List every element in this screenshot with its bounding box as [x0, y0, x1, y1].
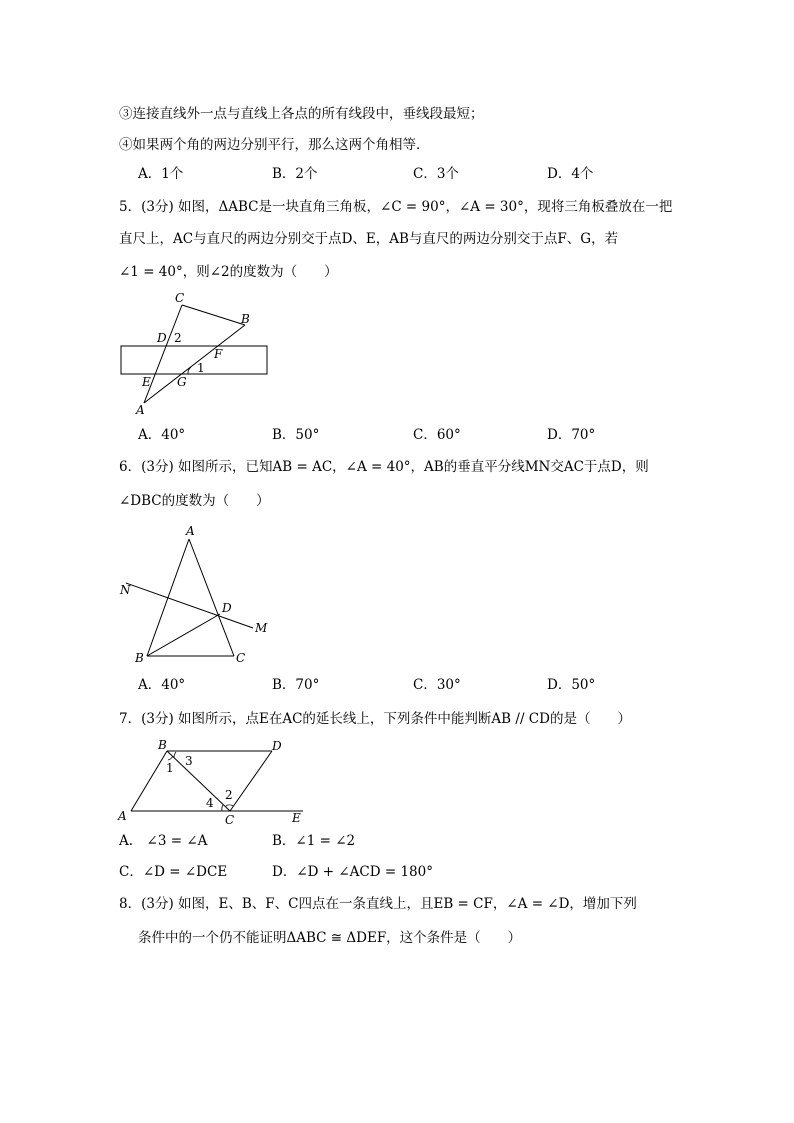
q7-option-a[interactable]: A. ∠3 = ∠A — [119, 833, 208, 849]
label-c: C — [225, 813, 235, 827]
q6-figure — [115, 520, 275, 670]
q7-stem-line1: 7．(3分) 如图所示，点E在AC的延长线上，下列条件中能判断AB // CD的是（ ） — [119, 711, 631, 727]
segment-ab — [131, 751, 167, 811]
q4-option-d[interactable]: D．4个 — [547, 166, 594, 182]
q7-option-c[interactable]: C．∠D = ∠DCE — [119, 864, 228, 880]
q5-stem-line3: ∠1 = 40°，则∠2的度数为（ ） — [119, 264, 338, 280]
q6-stem-line1: 6．(3分) 如图所示，已知AB = AC，∠A = 40°，AB的垂直平分线MN交AC于点D，则 — [119, 459, 649, 475]
q5-stem-line1: 5．(3分) 如图，ΔABC是一块直角三角板，∠C = 90°，∠A = 30°，现将三角板叠放在一把 — [119, 199, 673, 215]
q5-option-d[interactable]: D．70° — [547, 427, 596, 443]
label-c: C — [175, 291, 185, 305]
label-2: 2 — [174, 331, 182, 345]
label-1: 1 — [166, 761, 174, 775]
triangle-side-ac — [189, 539, 234, 656]
q5-option-c[interactable]: C．60° — [413, 427, 461, 443]
label-g: G — [177, 375, 187, 389]
label-a: A — [186, 524, 195, 538]
label-1: 1 — [197, 361, 205, 375]
q6-stem-line2: ∠DBC的度数为（ ） — [119, 493, 270, 509]
label-2: 2 — [225, 788, 233, 802]
q4-option-a[interactable]: A．1个 — [138, 166, 184, 182]
q6-option-d[interactable]: D．50° — [547, 677, 596, 693]
q5-option-a[interactable]: A．40° — [138, 427, 186, 443]
label-n: N — [120, 583, 131, 597]
q7-option-b[interactable]: B．∠1 = ∠2 — [272, 833, 356, 849]
q6-option-a[interactable]: A．40° — [138, 677, 186, 693]
statement-4: ④如果两个角的两边分别平行，那么这两个角相等． — [119, 137, 430, 153]
label-e: E — [292, 811, 301, 825]
q5-stem-line2: 直尺上，AC与直尺的两边分别交于点D、E，AB与直尺的两边分别交于点F、G，若 — [119, 231, 619, 247]
q5-figure — [110, 288, 280, 418]
label-f: F — [214, 347, 223, 361]
label-3: 3 — [185, 754, 193, 768]
q5-option-b[interactable]: B．50° — [272, 427, 320, 443]
q6-option-b[interactable]: B．70° — [272, 677, 320, 693]
line-mn — [126, 583, 253, 628]
label-d: D — [272, 739, 282, 753]
label-a: A — [136, 403, 145, 417]
label-b: B — [158, 738, 167, 752]
label-c: C — [236, 651, 246, 665]
triangle-side-cb — [182, 305, 245, 325]
segment-cd — [230, 751, 272, 811]
angle-1-arc — [188, 367, 191, 374]
statement-3: ③连接直线外一点与直线上各点的所有线段中，垂线段最短； — [119, 106, 484, 122]
segment-bc — [167, 751, 230, 811]
label-b: B — [241, 312, 250, 326]
q8-stem-line1: 8．(3分) 如图，E、B、F、C四点在一条直线上，且EB = CF，∠A = ∠D，增加下列 — [119, 896, 637, 912]
label-m: M — [255, 621, 268, 635]
label-d: D — [222, 601, 232, 615]
label-4: 4 — [206, 796, 214, 810]
q4-option-c[interactable]: C．3个 — [413, 166, 459, 182]
label-a: A — [118, 809, 127, 823]
label-d: D — [157, 331, 167, 345]
q8-stem-line2: 条件中的一个仍不能证明ΔABC ≅ ΔDEF，这个条件是（ ） — [138, 930, 522, 946]
q7-figure — [115, 738, 315, 828]
label-b: B — [135, 651, 144, 665]
segment-bd — [147, 614, 220, 656]
label-e: E — [142, 375, 151, 389]
q6-option-c[interactable]: C．30° — [413, 677, 461, 693]
ruler — [121, 346, 267, 374]
q4-option-b[interactable]: B．2个 — [272, 166, 318, 182]
q7-option-d[interactable]: D．∠D + ∠ACD = 180° — [272, 864, 433, 880]
